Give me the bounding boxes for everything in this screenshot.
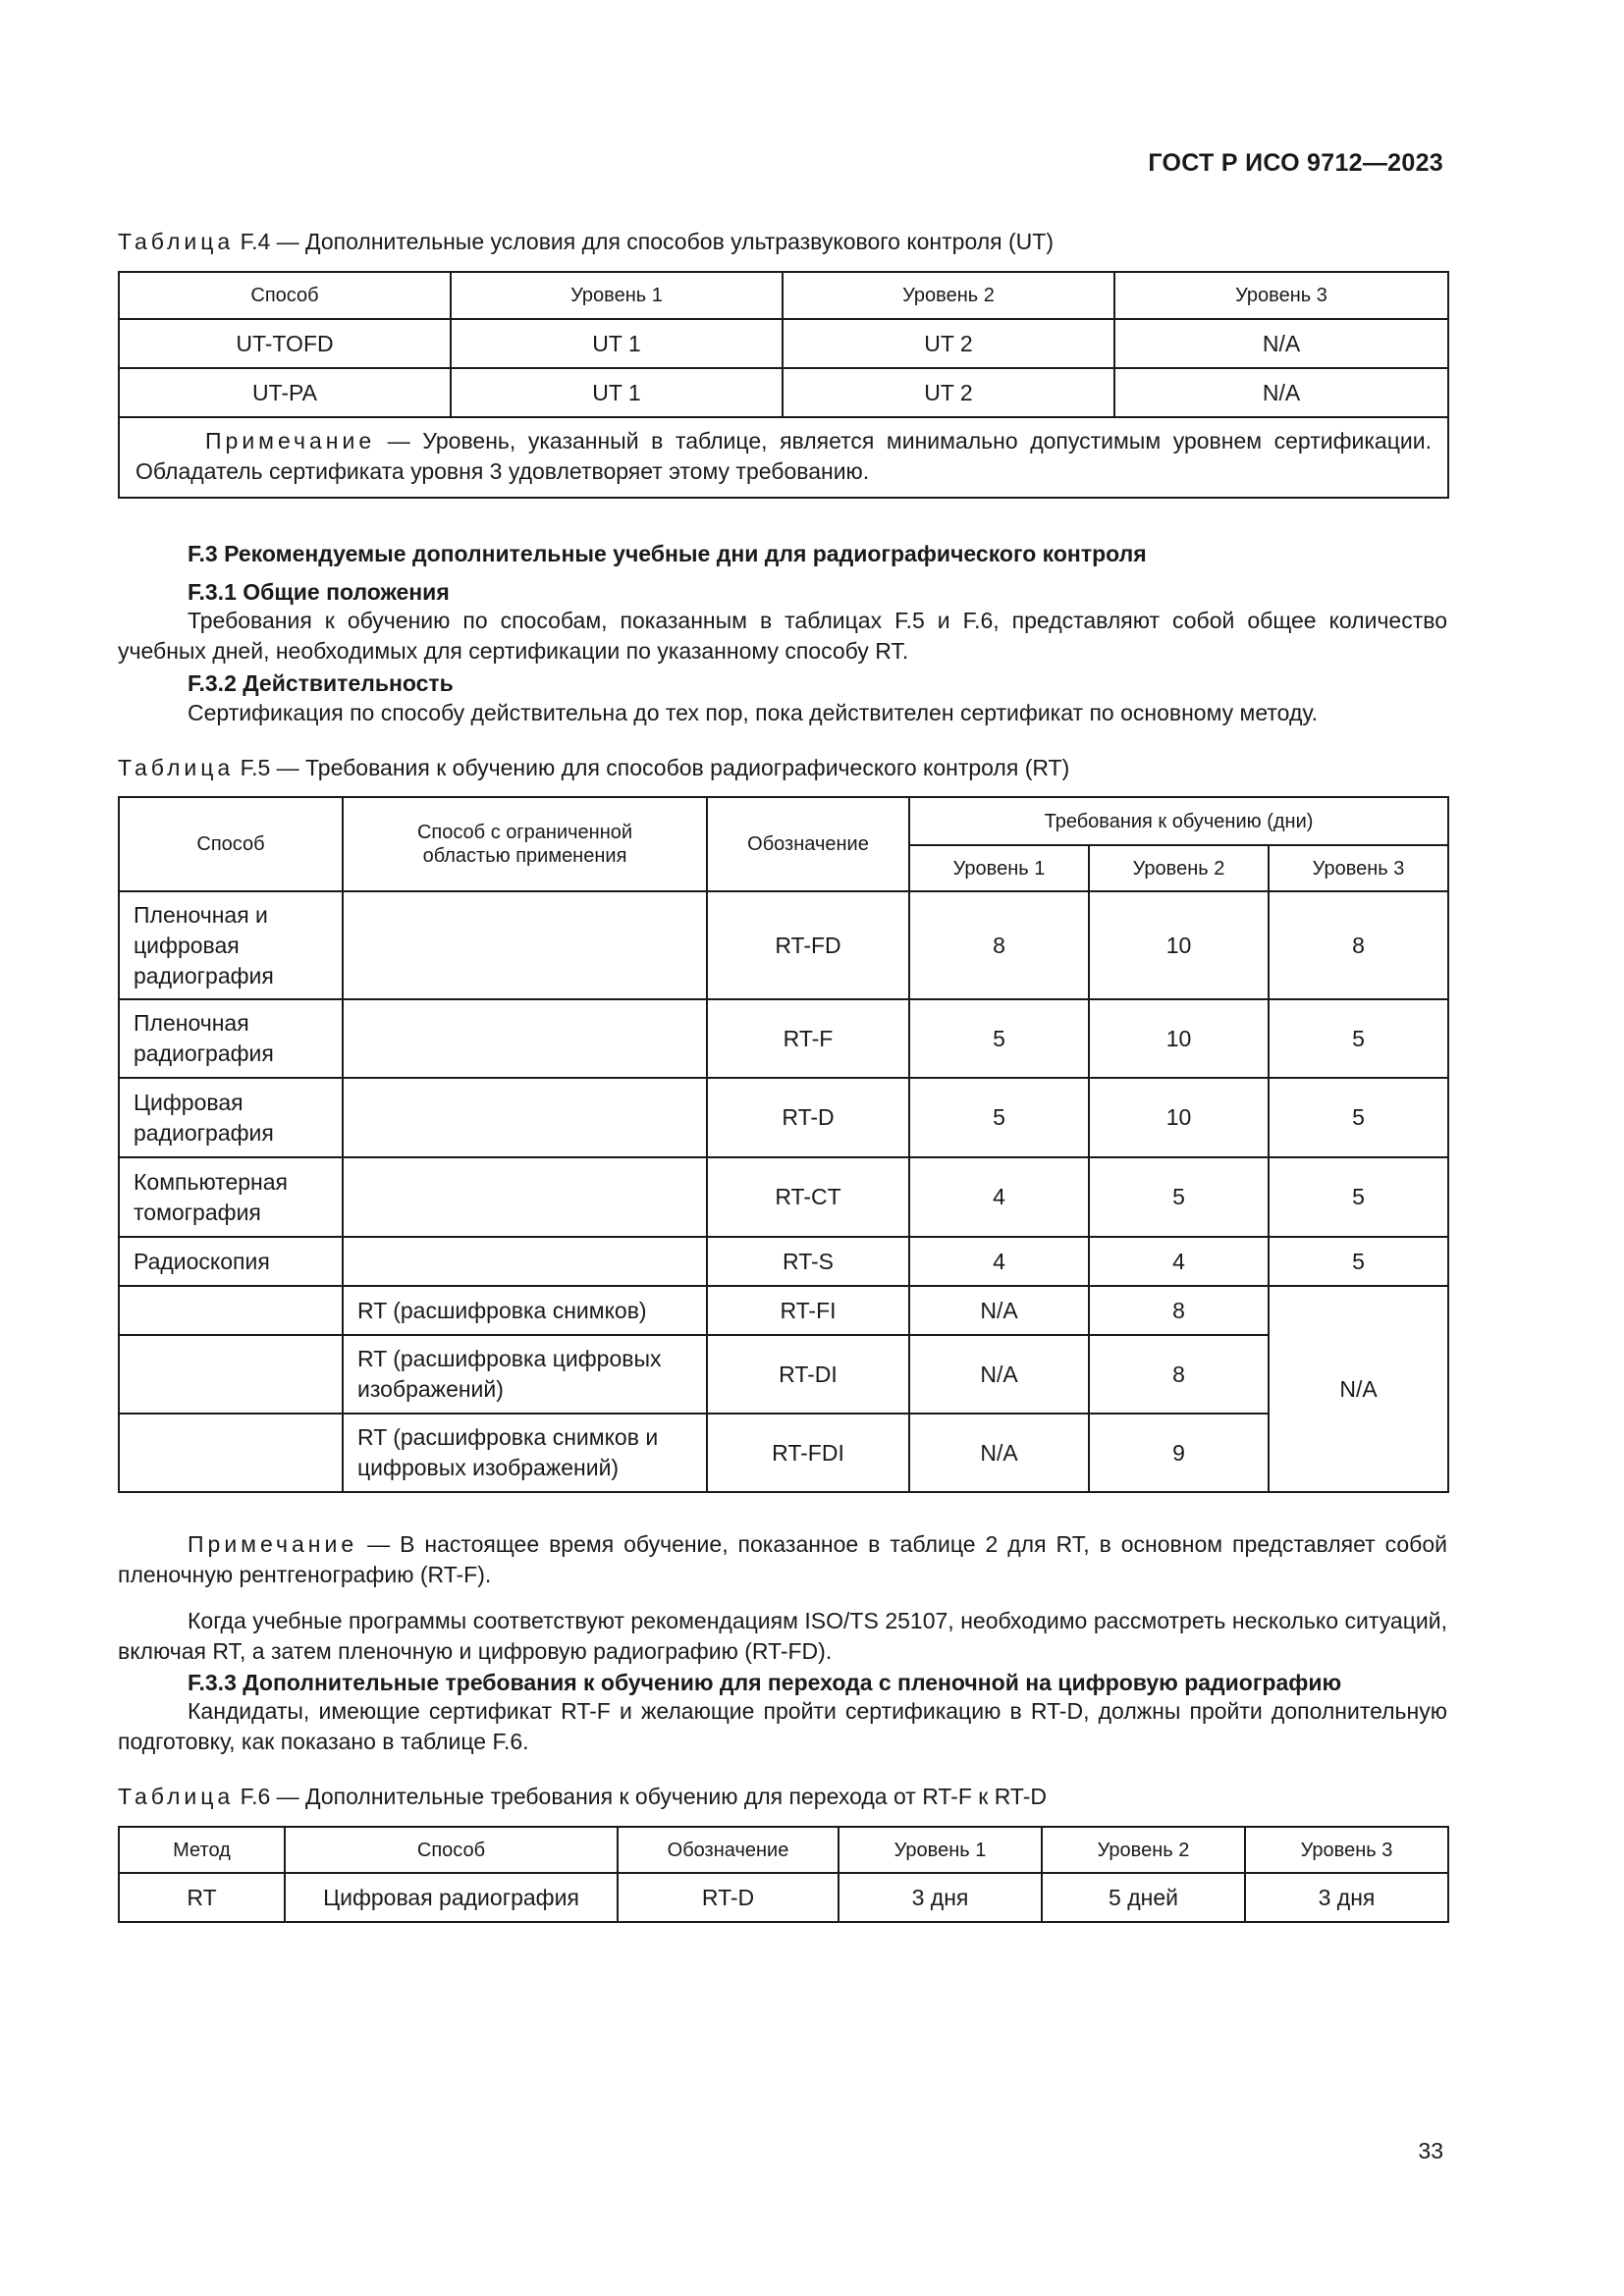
table-cell: N/A — [909, 1286, 1089, 1335]
table-f6-header-level1: Уровень 1 — [839, 1827, 1042, 1873]
table-cell: UT 1 — [451, 319, 783, 368]
table-cell: RT-DI — [707, 1335, 909, 1414]
table-cell — [119, 1078, 343, 1157]
table-cell: 3 дня — [839, 1873, 1042, 1922]
table-f5-note — [118, 1529, 1447, 1590]
table-f4-header-level3: Уровень 3 — [1114, 272, 1448, 319]
table-cell — [343, 891, 707, 999]
section-f3-title: F.3 Рекомендуемые дополнительные учебные дни для радиографического контроля — [188, 541, 1147, 566]
table-cell: 5 — [1269, 1237, 1448, 1286]
table-cell: N/A — [909, 1335, 1089, 1414]
table-cell: 5 — [1269, 1078, 1448, 1157]
table-cell: 8 — [1089, 1335, 1269, 1414]
table-cell: 10 — [1089, 999, 1269, 1078]
paragraph-iso-ts: Когда учебные программы соответствуют рекомендациям ISO/TS 25107, необходимо рассмотреть несколько ситуаций, включая RT, а затем пленочную и цифровую радиографию (RT-FD). — [118, 1608, 1447, 1664]
table-f5-method-text: Цифровая радиография — [134, 1089, 274, 1146]
table-cell — [343, 1335, 707, 1414]
table-cell: 4 — [1089, 1237, 1269, 1286]
table-f4-caption-word: Таблица — [118, 229, 235, 254]
table-cell: 5 дней — [1042, 1873, 1245, 1922]
table-f4-note — [119, 417, 1448, 498]
table-f4-header-level1: Уровень 1 — [451, 272, 783, 319]
table-row — [119, 1414, 1448, 1492]
table-f6-caption-text: F.6 — Дополнительные требования к обучению для перехода от RT-F к RT-D — [234, 1784, 1047, 1809]
table-cell: 8 — [1269, 891, 1448, 999]
table-cell: N/A — [1114, 319, 1448, 368]
table-f4 — [118, 271, 1449, 499]
section-f31-title: F.3.1 Общие положения — [188, 579, 450, 605]
table-f6-header-technique: Способ — [285, 1827, 618, 1873]
table-cell — [343, 1237, 707, 1286]
table-cell: 10 — [1089, 1078, 1269, 1157]
table-f6-caption — [118, 1784, 1047, 1810]
section-f31-text: Требования к обучению по способам, показанным в таблицах F.5 и F.6, представляют собой общее количество учебных дней, необходимых для сертификации по указанному способу RT. — [118, 608, 1447, 664]
table-f5-header-limited — [343, 797, 707, 891]
section-f33-title: F.3.3 Дополнительные требования к обучению для перехода с пленочной на цифровую радиографию — [188, 1670, 1342, 1695]
table-cell: RT — [119, 1873, 285, 1922]
table-cell: 3 дня — [1245, 1873, 1448, 1922]
table-f5-header-designation: Обозначение — [707, 797, 909, 891]
table-f6-header-designation: Обозначение — [618, 1827, 839, 1873]
table-cell: 5 — [1269, 1157, 1448, 1237]
table-f5 — [118, 796, 1449, 1493]
table-f6-header-method: Метод — [119, 1827, 285, 1873]
table-f6-caption-word: Таблица — [118, 1784, 235, 1809]
table-f4-note-word: Примечание — [205, 428, 376, 454]
table-cell: RT-F — [707, 999, 909, 1078]
table-f5-header-limited-text: Способ с ограниченной областью применения — [416, 822, 633, 867]
table-cell: 5 — [1269, 999, 1448, 1078]
table-cell: UT-PA — [119, 368, 451, 417]
table-cell: UT-TOFD — [119, 319, 451, 368]
table-f6-header-level3: Уровень 3 — [1245, 1827, 1448, 1873]
table-f5-header-level2: Уровень 2 — [1089, 845, 1269, 891]
table-row — [119, 1157, 1448, 1237]
table-cell: RT-FD — [707, 891, 909, 999]
table-cell: 8 — [1089, 1286, 1269, 1335]
table-f5-caption — [118, 755, 1069, 781]
table-cell: RT-FDI — [707, 1414, 909, 1492]
table-f4-caption — [118, 229, 1054, 255]
table-cell: 8 — [909, 891, 1089, 999]
table-cell: UT 2 — [783, 368, 1114, 417]
table-cell: Радиоскопия — [119, 1237, 343, 1286]
table-cell: 9 — [1089, 1414, 1269, 1492]
table-cell — [119, 1414, 343, 1492]
table-cell: 10 — [1089, 891, 1269, 999]
table-cell: RT-D — [707, 1078, 909, 1157]
table-f4-header-level2: Уровень 2 — [783, 272, 1114, 319]
table-row — [119, 1335, 1448, 1414]
table-f4-note-text: — Уровень, указанный в таблице, является минимально допустимым уровнем сертификации. Обладатель сертификата уровня 3 удовлетворяет этому требованию. — [135, 428, 1432, 484]
standard-designation: ГОСТ Р ИСО 9712—2023 — [1148, 149, 1443, 177]
table-row — [119, 1078, 1448, 1157]
table-row — [119, 319, 1448, 368]
table-f4-note-row — [119, 417, 1448, 498]
table-cell — [119, 1157, 343, 1237]
table-f5-header-row — [119, 797, 1448, 845]
table-cell — [343, 1078, 707, 1157]
table-cell: RT-S — [707, 1237, 909, 1286]
table-cell: 4 — [909, 1237, 1089, 1286]
table-f4-header-row — [119, 272, 1448, 319]
table-f4-caption-text: F.4 — Дополнительные условия для способов ультразвукового контроля (UT) — [234, 229, 1054, 254]
table-f5-caption-text: F.5 — Требования к обучению для способов радиографического контроля (RT) — [234, 755, 1070, 780]
table-f4-header-method: Способ — [119, 272, 451, 319]
table-f5-limited-text: RT (расшифровка снимков и цифровых изображений) — [357, 1424, 659, 1480]
section-f32-title: F.3.2 Действительность — [188, 670, 454, 696]
table-f5-caption-word: Таблица — [118, 755, 235, 780]
table-cell: RT-CT — [707, 1157, 909, 1237]
table-f5-note-word: Примечание — [188, 1531, 358, 1557]
table-f6 — [118, 1826, 1449, 1923]
table-cell: 4 — [909, 1157, 1089, 1237]
table-row — [119, 1237, 1448, 1286]
table-cell — [119, 891, 343, 999]
table-f5-method-text: Пленочная радиография — [134, 1010, 274, 1066]
table-cell — [119, 1286, 343, 1335]
table-f6-header-level2: Уровень 2 — [1042, 1827, 1245, 1873]
table-cell: RT-FI — [707, 1286, 909, 1335]
table-cell: N/A — [909, 1414, 1089, 1492]
table-f5-note-text: — В настоящее время обучение, показанное в таблице 2 для RT, в основном представляет собой пленочную рентгенографию (RT-F). — [118, 1531, 1447, 1587]
table-cell — [119, 999, 343, 1078]
table-cell: UT 2 — [783, 319, 1114, 368]
table-cell: N/A — [1114, 368, 1448, 417]
table-row — [119, 891, 1448, 999]
table-f5-method-text: Пленочная и цифровая радиография — [134, 901, 274, 988]
table-f6-header-row — [119, 1827, 1448, 1873]
page-number: 33 — [1418, 2138, 1443, 2163]
table-cell: RT-D — [618, 1873, 839, 1922]
table-f5-method-text: Компьютерная томография — [134, 1168, 288, 1225]
table-row — [119, 368, 1448, 417]
table-row — [119, 1286, 1448, 1335]
table-row — [119, 999, 1448, 1078]
table-row — [119, 1873, 1448, 1922]
table-f5-header-method: Способ — [119, 797, 343, 891]
table-cell — [343, 1414, 707, 1492]
table-cell — [119, 1335, 343, 1414]
table-cell — [343, 999, 707, 1078]
section-f32-text: Сертификация по способу действительна до тех пор, пока действителен сертификат по основному методу. — [188, 700, 1318, 725]
table-cell: UT 1 — [451, 368, 783, 417]
table-cell: 5 — [909, 999, 1089, 1078]
table-cell: 5 — [909, 1078, 1089, 1157]
table-cell: RT (расшифровка снимков) — [343, 1286, 707, 1335]
table-cell: Цифровая радиография — [285, 1873, 618, 1922]
table-f5-header-level3: Уровень 3 — [1269, 845, 1448, 891]
table-f5-header-training: Требования к обучению (дни) — [909, 797, 1448, 845]
table-f5-header-level1: Уровень 1 — [909, 845, 1089, 891]
section-f33-text: Кандидаты, имеющие сертификат RT-F и желающие пройти сертификацию в RT-D, должны пройти дополнительную подготовку, как показано в таблице F.6. — [118, 1698, 1447, 1754]
table-cell — [343, 1157, 707, 1237]
table-f5-merged-level3: N/A — [1269, 1286, 1448, 1492]
table-cell: 5 — [1089, 1157, 1269, 1237]
table-f5-limited-text: RT (расшифровка цифровых изображений) — [357, 1346, 662, 1402]
